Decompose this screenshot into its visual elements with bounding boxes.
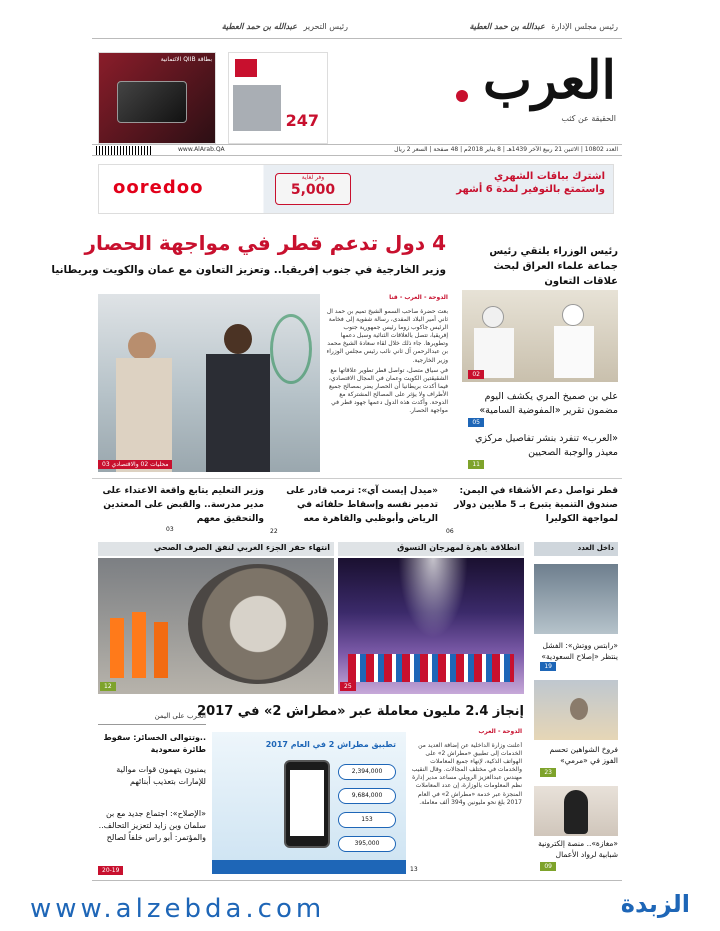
tunnel-page[interactable]: 12 (100, 682, 116, 691)
pm-page[interactable]: 02 (468, 370, 484, 379)
ooredoo-text: اشترك بباقات الشهري واستمتع بالتوفير لمدة 6 أشهر (456, 171, 605, 195)
person-robe (554, 326, 594, 378)
person-2-body (206, 354, 270, 472)
price: السعر 2 ريال (394, 146, 428, 153)
emblem-decoration (270, 314, 312, 384)
site-url[interactable]: www.AlArab.QA (178, 146, 225, 153)
metrash-byline: الدوحة - العرب (478, 728, 522, 735)
worker (110, 618, 124, 678)
tunnel-photo (98, 558, 334, 694)
yemen-aid-headline[interactable]: قطر تواصل دعم الأشقاء في اليمن: صندوق التنمية يتبرع بـ 5 ملايين دولار لمواجهة الكوليرا (454, 486, 618, 524)
lead-headline[interactable]: 4 دول تدعم قطر في مواجهة الحصار (84, 231, 446, 255)
editor-line (98, 22, 348, 31)
sidebar-photo-3 (534, 786, 618, 836)
spotlight (398, 558, 468, 638)
ooredoo-logo: ooredoo (113, 177, 204, 198)
mee-page[interactable]: 22 (270, 528, 278, 535)
worker (132, 612, 146, 678)
tagline: الحقيقة عن كثب (561, 114, 616, 123)
yemen-item-2[interactable]: يمنيون يتهمون قوات موالية للإمارات بتعذيب أبنائهم (116, 765, 206, 786)
shop-247: 247 (285, 111, 319, 130)
education-page[interactable]: 03 (166, 526, 174, 533)
festival-header: انطلاقة باهرة لمهرجان التسوق (338, 542, 524, 556)
chairman-label: رئيس مجلس الإدارة (551, 22, 618, 31)
editor-name: عبدالله بن حمد العطية (221, 22, 297, 31)
person-head (482, 306, 504, 328)
falcon-icon (570, 698, 588, 720)
logo-block (416, 50, 616, 130)
metrash-headline[interactable]: إنجاز 2.4 مليون معاملة عبر «مطراش 2» في 2017 (197, 704, 524, 719)
editor-label: رئيس التحرير (303, 22, 348, 31)
person-icon (564, 790, 588, 834)
person-1-head (128, 332, 156, 360)
sidebar-header: داخل العدد (534, 542, 618, 556)
sidebar-item-3[interactable]: «مغازة».. منصة إلكترونية شبابية لرواد الأعمال (538, 839, 618, 859)
chairman-line (368, 22, 618, 31)
sidebar-photo-1 (534, 564, 618, 634)
footer-logo: الزبدة (620, 890, 690, 918)
newspaper-front-page (51, 12, 622, 882)
bank-ad[interactable]: بطاقة QIIB الائتمانية (98, 52, 216, 144)
stat-2: 9,684,000 (338, 788, 396, 804)
issue-number: العدد 10802 (584, 146, 618, 153)
marri-headline[interactable]: علي بن صميخ المري يكشف اليوم مضمون تقرير «المفوضية السامية» (479, 391, 618, 416)
arab-page[interactable]: 11 (468, 460, 484, 469)
festival-page[interactable]: 25 (340, 682, 356, 691)
sidebar-photo-2 (534, 680, 618, 740)
person-1-body (116, 358, 172, 472)
infographic-footer (212, 860, 406, 874)
pm-photo (462, 290, 618, 382)
mee-headline[interactable]: «ميدل إيست آي»: ترمب قادر على تدمير نفسه وإسقاط حلفائه في الرياض وأبوظبي والقاهرة معه (286, 486, 438, 524)
shop-product-image (233, 85, 281, 131)
marri-page[interactable]: 05 (468, 418, 484, 427)
yemen-label: الحرب على اليمن (154, 712, 206, 720)
lead-subhead: وزير الخارجية في جنوب إفريقيا.. وتعزيز التعاون مع عمان والكويت وبريطانيا (51, 264, 446, 276)
yemen-item-1[interactable]: ..وتتوالى الخسائر: سقوط طائرة سعودية (103, 733, 206, 754)
sidebar-page-2[interactable]: 23 (540, 768, 556, 777)
festival-photo (338, 558, 524, 694)
shop-logo-icon (235, 59, 257, 77)
sidebar-item-1[interactable]: «رابتس ووتش»: الفشل ينتظر «إصلاح السعودية» (541, 641, 618, 661)
credit-card-icon (117, 81, 187, 123)
logo: العرب (482, 50, 616, 111)
dateline-bar: العدد 10802 | الاثنين 21 ربيع الآخر 1439هـ | 8 يناير 2018م | 48 صفحة | السعر 2 ريال www.AlArab.QA (92, 144, 622, 156)
offer-amount: 5,000 (290, 182, 336, 199)
dancers (348, 654, 514, 682)
metrash-body: أعلنت وزارة الداخلية عن إضافة العديد من الخدمات إلى تطبيق «مطراش 2» على الهواتف الذكية، لإنهاء جميع المعاملات والخدمات في مختلف المجالات. وقال النقيب مهندس عبدالعزيز الرويلي مساعد مدير إدارة نظم المعلومات بالوزارة، إن عدد المعاملات المنجزة عبر خدمة «مطراش 2» في العام 2017 بلغ نحو مليونين و394 ألف معاملة. (411, 742, 522, 806)
yemen-page[interactable]: 20-19 (98, 866, 123, 875)
page-count: 48 صفحة (433, 146, 459, 153)
tunnel-header: انتهاء حفر الجزء الغربي لنفق الصرف الصحي (98, 542, 334, 556)
lead-photo (98, 294, 320, 472)
yemen-aid-page[interactable]: 06 (446, 528, 454, 535)
metrash-page[interactable]: 13 (410, 866, 418, 873)
lead-byline: الدوحة - العرب - قنا (389, 294, 448, 301)
sidebar-page-1[interactable]: 19 (540, 662, 556, 671)
ooredoo-banner[interactable] (98, 164, 614, 214)
footer-url[interactable]: www.alzebda.com (30, 894, 326, 924)
education-headline[interactable]: وزير التعليم يتابع واقعة الاعتداء على مدير مدرسة.. والقبض على المعتدين والتحقيق معهم (102, 486, 264, 524)
metrash-infographic (212, 732, 406, 874)
sidebar-item-2[interactable]: فروخ الشواهين تحسم الفوز في «مرمي» (549, 745, 618, 765)
shop-ad[interactable] (228, 52, 328, 144)
offer-box: وفر لغاية 5,000 (275, 173, 351, 205)
arab-headline[interactable]: «العرب» تنفرد بنشر تفاصيل مركزي معيذر والوجبة الصحيين (474, 433, 618, 458)
stat-3: 153 (338, 812, 396, 828)
worker (154, 622, 168, 678)
tunnel-boring-machine (188, 564, 328, 684)
yemen-item-3[interactable]: «الإصلاح»: اجتماع جديد مع بن سلمان وبن زايد لتعزيز التحالف.. والمؤتمر: أبو راس خلفاً لصالح (98, 809, 206, 842)
person-head (562, 304, 584, 326)
stat-4: 395,000 (338, 836, 396, 852)
logo-dot-icon (456, 90, 468, 102)
lead-page-tag[interactable]: محليات 02 والاقتصادي 03 (98, 460, 172, 469)
pm-headline[interactable]: رئيس الوزراء يلتقي رئيس جماعة علماء العراق لبحث علاقات التعاون (489, 246, 618, 287)
stat-1: 2,394,000 (338, 764, 396, 780)
chairman-name: عبدالله بن حمد العطية (469, 22, 545, 31)
issue-date: الاثنين 21 ربيع الآخر 1439هـ | 8 يناير 2018م (464, 146, 579, 153)
infographic-title: تطبيق مطراش 2 في العام 2017 (265, 740, 396, 749)
phone-icon (284, 760, 330, 848)
lead-body: بعث حضرة صاحب السمو الشيخ تميم بن حمد آل ثاني أمير البلاد المفدى، رسالة شفوية إلى فخامة الرئيس جاكوب زوما رئيس جمهورية جنوب إفريقيا، تتصل بالعلاقات الثنائية وسبل دعمها وتطويرها. جاء ذلك خلال لقاء سعادة الشيخ محمد بن عبدالرحمن آل ثاني نائب رئيس مجلس الوزراء وزير الخارجية. في سياق متصل، تواصل قطر تطوير علاقاتها مع الشقيقتين الكويت وعمان في المجال الاقتصادي، فيما أكدت بريطانيا أن الحصار يضر بمصالح جميع الأطراف ولا يؤثر على المصالح المشتركة مع الدوحة. وأكدت هذه الدول دعمها جهود قطر في مواجهة الحصار. (326, 308, 448, 415)
barcode-icon (96, 146, 152, 155)
person-2-head (224, 324, 252, 354)
sidebar-page-3[interactable]: 09 (540, 862, 556, 871)
